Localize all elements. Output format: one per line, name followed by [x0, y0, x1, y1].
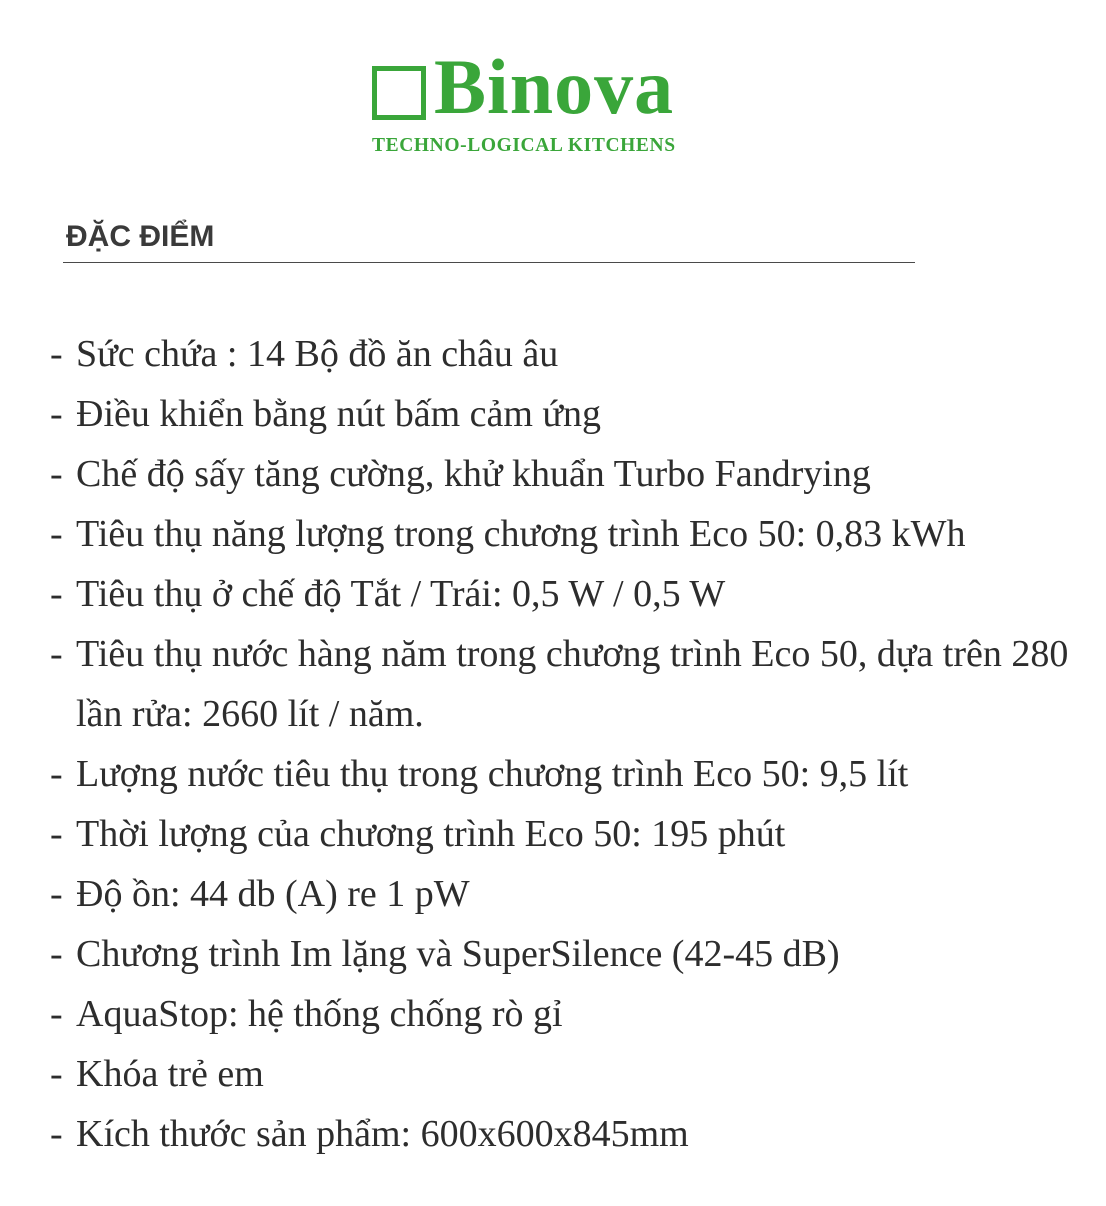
bullet-dash: - [50, 393, 63, 435]
bullet-dash: - [50, 873, 63, 915]
bullet-dash: - [50, 813, 63, 855]
spec-item [50, 624, 1090, 744]
spec-item [50, 804, 1090, 864]
spec-text: AquaStop: hệ thống chống rò gỉ [76, 993, 563, 1035]
section-divider [63, 262, 915, 263]
spec-item [50, 384, 1090, 444]
spec-text: Thời lượng của chương trình Eco 50: 195 phút [76, 813, 786, 855]
bullet-dash: - [50, 633, 63, 675]
bullet-dash: - [50, 513, 63, 555]
logo-square-icon [372, 66, 426, 120]
logo-brand-name: Binova [434, 43, 675, 130]
spec-item [50, 564, 1090, 624]
logo-tagline: TECHNO-LOGICAL KITCHENS [372, 135, 676, 156]
bullet-dash: - [50, 933, 63, 975]
spec-item [50, 324, 1090, 384]
spec-text: Khóa trẻ em [76, 1053, 264, 1095]
spec-item [50, 744, 1090, 804]
spec-item [50, 984, 1090, 1044]
spec-item [50, 1104, 1090, 1164]
spec-item [50, 924, 1090, 984]
spec-text: Lượng nước tiêu thụ trong chương trình Eco 50: 9,5 lít [76, 753, 909, 795]
spec-item [50, 504, 1090, 564]
bullet-dash: - [50, 333, 63, 375]
spec-text: Chế độ sấy tăng cường, khử khuẩn Turbo Fandrying [76, 453, 871, 495]
spec-text: Tiêu thụ ở chế độ Tắt / Trái: 0,5 W / 0,5 W [76, 573, 726, 615]
section-title: ĐẶC ĐIỂM [66, 220, 215, 253]
bullet-dash: - [50, 573, 63, 615]
spec-text: Điều khiển bằng nút bấm cảm ứng [76, 393, 602, 435]
brand-logo [372, 43, 732, 162]
bullet-dash: - [50, 1053, 63, 1095]
spec-text: Sức chứa : 14 Bộ đồ ăn châu âu [76, 333, 559, 375]
spec-text: Kích thước sản phẩm: 600x600x845mm [76, 1113, 689, 1155]
bullet-dash: - [50, 453, 63, 495]
bullet-dash: - [50, 993, 63, 1035]
spec-item [50, 1044, 1090, 1104]
spec-text: Tiêu thụ năng lượng trong chương trình Eco 50: 0,83 kWh [76, 513, 966, 555]
spec-item [50, 444, 1090, 504]
bullet-dash: - [50, 1113, 63, 1155]
spec-text: Chương trình Im lặng và SuperSilence (42-45 dB) [76, 933, 840, 975]
bullet-dash: - [50, 753, 63, 795]
spec-list [50, 324, 1090, 1164]
spec-item [50, 864, 1090, 924]
spec-text: Tiêu thụ nước hàng năm trong chương trình Eco 50, dựa trên 280 lần rửa: 2660 lít / năm. [76, 633, 1069, 735]
spec-text: Độ ồn: 44 db (A) re 1 pW [76, 873, 470, 915]
